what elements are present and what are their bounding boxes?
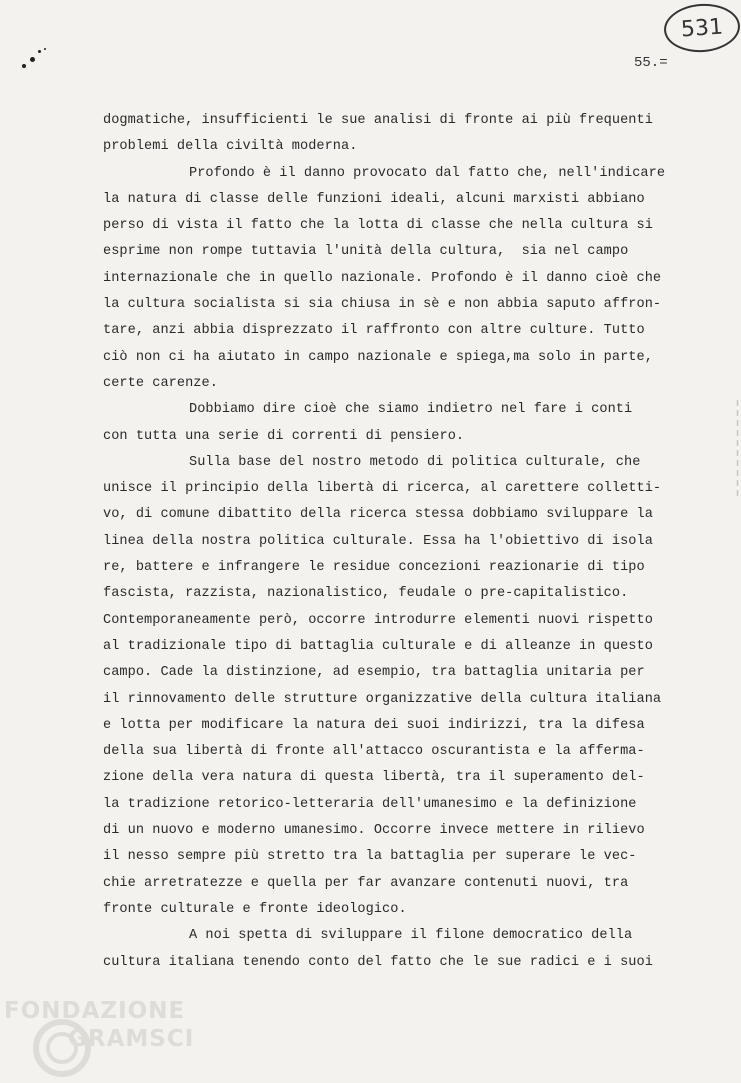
text-line: Sulla base del nostro metodo di politica culturale, che (189, 454, 641, 470)
text-line: problemi della civiltà moderna. (103, 139, 358, 155)
text-line: internazionale che in quello nazionale. Profondo è il danno cioè che (103, 270, 662, 286)
text-line: il nesso sempre più stretto tra la battaglia per superare le vec- (103, 849, 637, 865)
ink-speck (44, 48, 46, 50)
text-line: unisce il principio della libertà di ricerca, al carettere colletti- (103, 481, 662, 497)
text-line: Dobbiamo dire cioè che siamo indietro nel fare i conti (189, 402, 633, 418)
watermark-line-1: FONDAZIONE (4, 998, 186, 1024)
text-line: la natura di classe delle funzioni ideali, alcuni marxisti abbiano (103, 191, 645, 207)
page-number: 55.= (634, 55, 668, 71)
ink-speck (38, 50, 41, 53)
text-line: della sua libertà di fronte all'attacco oscurantista e la afferma- (103, 744, 645, 760)
ink-speck (30, 57, 35, 62)
text-line: vo, di comune dibattito della ricerca stessa dobbiamo sviluppare la (103, 507, 653, 523)
watermark-line-2: GRAMSCI (68, 1026, 195, 1052)
text-line: campo. Cade la distinzione, ad esempio, tra battaglia unitaria per (103, 665, 645, 681)
text-line: fascista, razzista, nazionalistico, feudale o pre-capitalistico. (103, 586, 629, 602)
text-line: cultura italiana tenendo conto del fatto che le sue radici e i suoi (103, 954, 653, 970)
text-line: la cultura socialista si sia chiusa in sè e non abbia saputo affron- (103, 297, 662, 313)
ink-speck (22, 64, 26, 68)
text-line: al tradizionale tipo di battaglia culturale e di alleanze in questo (103, 638, 653, 654)
text-line: perso di vista il fatto che la lotta di classe che nella cultura si (103, 218, 653, 234)
text-line: dogmatiche, insufficienti le sue analisi di fronte ai più frequenti (103, 113, 653, 128)
text-line: Contemporaneamente però, occorre introdurre elementi nuovi rispetto (103, 612, 653, 628)
text-line: tare, anzi abbia disprezzato il raffronto con altre culture. Tutto (103, 323, 645, 339)
text-line: e lotta per modificare la natura dei suoi indirizzi, tra la difesa (103, 717, 645, 733)
text-line: Profondo è il danno provocato dal fatto che, nell'indicare (189, 165, 666, 181)
text-line: fronte culturale e fronte ideologico. (103, 901, 407, 917)
text-line: la tradizione retorico-letteraria dell'umanesimo e la definizione (103, 796, 637, 812)
archive-number: 531 (680, 14, 724, 42)
text-line: ciò non ci ha aiutato in campo nazionale e spiega,ma solo in parte, (103, 349, 653, 365)
text-line: A noi spetta di sviluppare il filone democratico della (189, 928, 633, 944)
typewritten-text (103, 108, 703, 976)
text-line: chie arretratezze e quella per far avanzare contenuti nuovi, tra (103, 875, 629, 891)
scan-edge-mark (736, 400, 739, 500)
text-line: re, battere e infrangere le residue concezioni reazionarie di tipo (103, 560, 645, 576)
text-line: certe carenze. (103, 375, 218, 391)
text-line: di un nuovo e moderno umanesimo. Occorre invece mettere in rilievo (103, 823, 645, 839)
text-line: linea della nostra politica culturale. Essa ha l'obiettivo di isola (103, 533, 653, 549)
text-line: il rinnovamento delle strutture organizzative della cultura italiana (103, 691, 662, 707)
text-line: esprime non rompe tuttavia l'unità della cultura, sia nel campo (103, 244, 629, 260)
fondazione-gramsci-watermark (4, 996, 204, 1076)
text-line: con tutta una serie di correnti di pensiero. (103, 428, 465, 444)
text-line: zione della vera natura di questa libertà, tra il superamento del- (103, 770, 645, 786)
archive-number-stamp (662, 1, 741, 54)
